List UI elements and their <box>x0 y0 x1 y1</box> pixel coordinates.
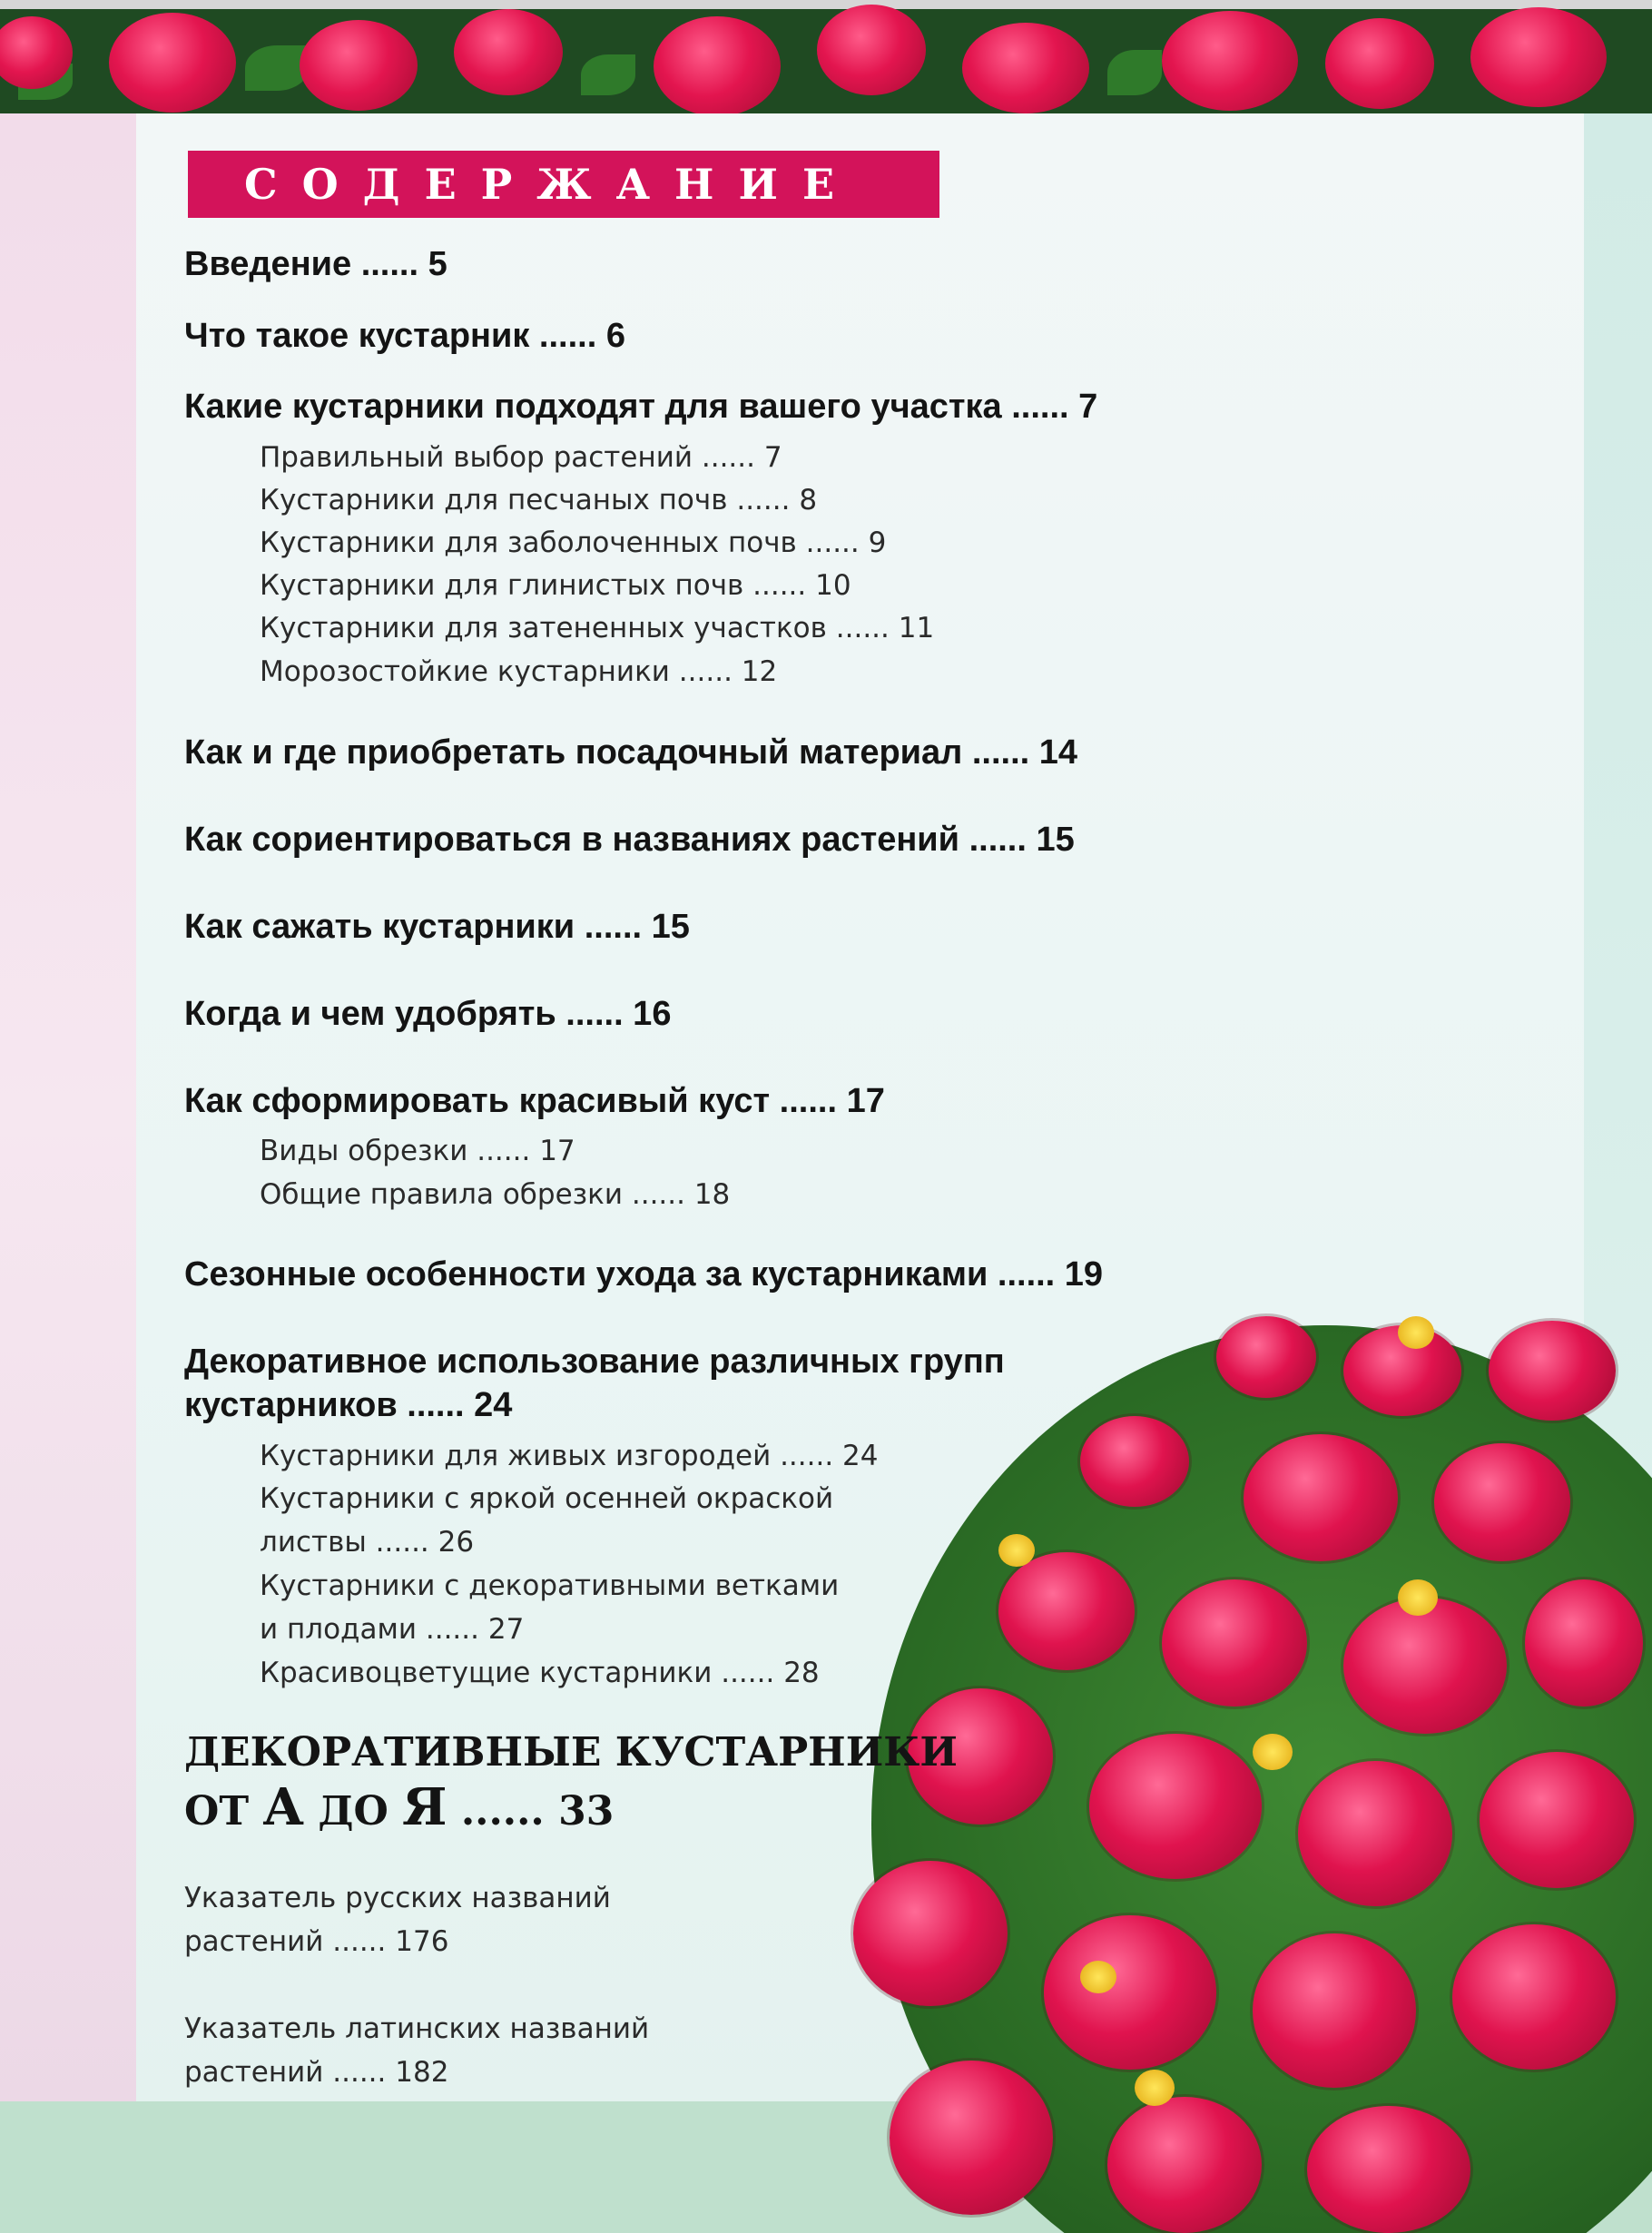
toc-subentry: Виды обрезки ...... 17 <box>260 1135 575 1167</box>
flower-shape <box>1089 1734 1262 1879</box>
yellow-flower-shape <box>998 1534 1035 1567</box>
az-ot: ОТ <box>184 1788 250 1835</box>
index-entry: Указатель латинских названий <box>184 2012 650 2045</box>
yellow-flower-shape <box>1080 1961 1116 1993</box>
flower-shape <box>890 2061 1053 2215</box>
flower-shape <box>1253 1933 1416 2088</box>
toc-entry: Что такое кустарник ...... 6 <box>184 317 625 355</box>
flower-shape <box>1107 2097 1262 2233</box>
az-title: ДЕКОРАТИВНЫЕ КУСТАРНИКИ <box>184 1729 958 1776</box>
yellow-flower-shape <box>1398 1579 1438 1616</box>
toc-entry: Как сориентироваться в названиях растений ...... 15 <box>184 821 1075 859</box>
flower-shape <box>1162 11 1298 111</box>
toc-subentry: Кустарники для песчаных почв ...... 8 <box>260 484 818 516</box>
flower-shape <box>817 5 926 95</box>
flower-shape <box>1044 1915 1216 2070</box>
leaf-shape <box>581 54 635 95</box>
flower-shape <box>962 23 1089 113</box>
toc-subentry: листвы ...... 26 <box>260 1526 475 1559</box>
flower-shape <box>1080 1416 1189 1507</box>
toc-subentry: Кустарники с яркой осенней окраской <box>260 1482 834 1515</box>
toc-entry: Как сформировать красивый куст ...... 17 <box>184 1082 885 1120</box>
toc-subentry: Морозостойкие кустарники ...... 12 <box>260 655 778 688</box>
toc-subentry: Кустарники для затененных участков ...... 11 <box>260 612 935 644</box>
flower-shape <box>109 13 236 113</box>
flower-shape <box>1298 1761 1452 1906</box>
toc-entry: Какие кустарники подходят для вашего участка ...... 7 <box>184 388 1098 426</box>
flower-shape <box>1325 18 1434 109</box>
index-entry: растений ...... 176 <box>184 1925 449 1958</box>
flower-shape <box>1525 1579 1643 1707</box>
leaf-shape <box>1107 50 1162 95</box>
toc-entry: Введение ...... 5 <box>184 245 447 283</box>
flower-shape <box>1216 1316 1316 1398</box>
az-letter-ya: Я <box>402 1777 447 1837</box>
toc-entry: Декоративное использование различных групп <box>184 1343 1005 1381</box>
toc-entry: Когда и чем удобрять ...... 16 <box>184 995 672 1033</box>
toc-entry: Как сажать кустарники ...... 15 <box>184 908 690 946</box>
yellow-flower-shape <box>1253 1734 1293 1770</box>
flower-shape <box>1470 7 1607 107</box>
toc-subentry: Общие правила обрезки ...... 18 <box>260 1178 731 1211</box>
yellow-flower-shape <box>1398 1316 1434 1349</box>
flower-shape <box>998 1552 1135 1670</box>
flower-shape <box>1489 1321 1616 1421</box>
az-title-line2 <box>184 1777 614 1837</box>
index-entry: Указатель русских названий <box>184 1882 611 1914</box>
flower-shape <box>1480 1752 1634 1888</box>
toc-entry: кустарников ...... 24 <box>184 1386 513 1424</box>
flower-shape <box>1452 1924 1616 2070</box>
flower-shape <box>853 1861 1008 2006</box>
az-do: ДО <box>318 1788 388 1835</box>
toc-subentry: Кустарники для живых изгородей ...... 24 <box>260 1440 879 1472</box>
toc-subentry: Кустарники для глинистых почв ...... 10 <box>260 569 851 602</box>
az-page: ...... 33 <box>460 1788 615 1835</box>
toc-subentry: Правильный выбор растений ...... 7 <box>260 441 782 474</box>
flower-banner <box>0 0 1652 113</box>
flower-shape <box>1307 2106 1470 2233</box>
flower-shape <box>300 20 418 111</box>
toc-subentry: Кустарники с декоративными ветками <box>260 1569 840 1602</box>
index-entry: растений ...... 182 <box>184 2056 449 2089</box>
yellow-flower-shape <box>1135 2070 1175 2106</box>
toc-entry: Сезонные особенности ухода за кустарниками ...... 19 <box>184 1255 1104 1294</box>
toc-subentry: Красивоцветущие кустарники ...... 28 <box>260 1657 820 1689</box>
flower-shape <box>1162 1579 1307 1707</box>
flower-shape <box>1244 1434 1398 1561</box>
az-letter-a: А <box>262 1777 305 1837</box>
flower-shape <box>1434 1443 1570 1561</box>
flower-shape <box>654 16 781 113</box>
hydrangea-bush-image <box>835 1307 1652 2233</box>
toc-entry: Как и где приобретать посадочный материал ...... 14 <box>184 733 1078 772</box>
banner-rim <box>0 0 1652 9</box>
toc-subentry: и плодами ...... 27 <box>260 1613 525 1646</box>
flower-shape <box>1343 1598 1507 1734</box>
toc-heading: СОДЕРЖАНИЕ <box>188 151 939 218</box>
toc-subentry: Кустарники для заболоченных почв ...... 9 <box>260 526 887 559</box>
flower-shape <box>454 9 563 95</box>
left-pink-strip <box>0 113 136 2120</box>
